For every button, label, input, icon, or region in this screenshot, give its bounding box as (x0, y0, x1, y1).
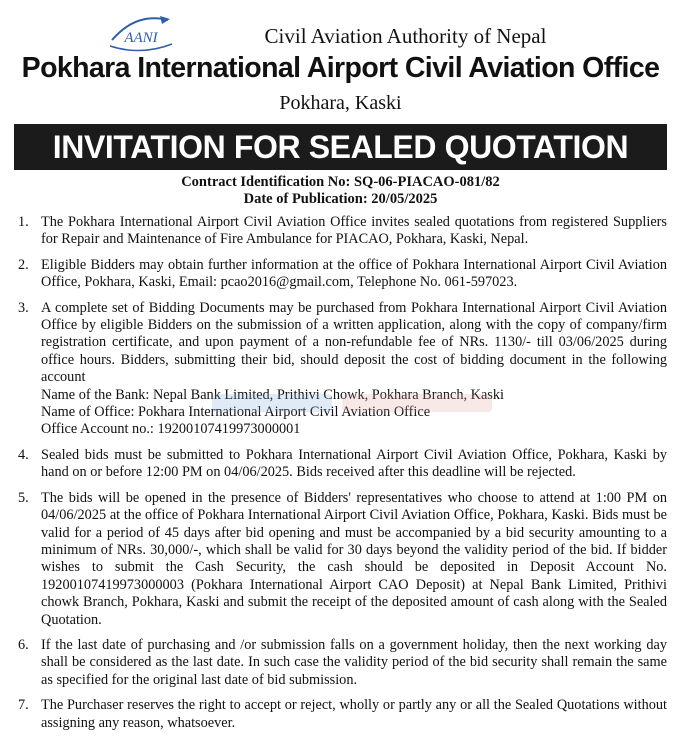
clause-text: If the last date of purchasing and /or submission falls on a government holiday, then the next working day shall be considered as the last date. In such case the validity period of the bid security shall remain the same as specified for the original last date of bid submission. (41, 636, 667, 688)
bank-name: Name of the Bank: Nepal Bank Limited, Prithivi Chowk, Pokhara Branch, Kaski (41, 386, 504, 403)
account-office-name: Name of Office: Pokhara International Airport Civil Aviation Office (41, 404, 431, 421)
contract-id: Contract Identification No: SQ-06-PIACAO-081/82 (181, 174, 500, 190)
clause-number: 7. (18, 697, 29, 714)
clause-text: Eligible Bidders may obtain further information at the office of Pokhara International Airport Civil Aviation Office, Pokhara, Kaski, Email: pcao2016@gmail.com, Telephone No. 061-597023. (41, 256, 667, 291)
clause-2 (14, 257, 667, 292)
office-account-number: Office Account no.: 19200107419973000001 (41, 421, 301, 438)
clause-text: The bids will be opened in the presence of Bidders' representatives who choose to attend at 1:00 PM on 04/06/2025 at the office of Pokhara International Airport Civil Aviation Office, Pokhara, Kaski. Bids must be valid for a period of 45 days after bid opening and must be accompanied by a bid security amounting to a minimum of NRs. 30,000/-, which shall be valid for 30 days beyond the validity period of the bid. If bidder wishes to submit the Cash Security, the cash should be deposited in Deposit Account No. 19200107419973000003 (Pokhara International Airport CAO Deposit) at Nepal Bank Limited, Prithivi chowk Branch, Pokhara, Kaski and submit the receipt of the deposited amount of cash along with the Sealed Quotation. (41, 489, 667, 628)
clause-1 (14, 214, 667, 249)
clause-number: 4. (18, 446, 29, 463)
notice-title-banner: INVITATION FOR SEALED QUOTATION (14, 124, 667, 170)
publication-date: Date of Publication: 20/05/2025 (243, 191, 438, 207)
clause-7 (14, 697, 667, 732)
header (14, 6, 667, 118)
notice-meta (14, 174, 667, 208)
clause-6 (14, 637, 667, 689)
clause-text: A complete set of Bidding Documents may be purchased from Pokhara International Airport Civil Aviation Office by eligible Bidders on the submission of a written application, along with the copy of company/firm registration certificate, and upon payment of a non-refundable fee of NRs. 1130/- till 03/06/2025 during office hours. Bidders, submitting their bid, should deposit the cost of bidding document in the following account (41, 299, 667, 386)
clause-number: 5. (18, 489, 29, 506)
clause-number: 1. (18, 214, 29, 230)
clause-number: 6. (18, 636, 29, 653)
clauses-list (14, 214, 667, 732)
clause-text: The Purchaser reserves the right to accept or reject, wholly or partly any or all the Sealed Quotations without assigning any reason, whatsoever. (41, 697, 667, 731)
clause-number: 2. (18, 256, 29, 273)
office-location: Pokhara, Kaski (279, 92, 402, 114)
organization-name: Civil Aviation Authority of Nepal (264, 24, 547, 48)
office-name: Pokhara International Airport Civil Aviation Office (21, 52, 660, 84)
clause-text: The Pokhara International Airport Civil Aviation Office invites sealed quotations from registered Suppliers for Repair and Maintenance of Fire Ambulance for PIACAO, Pokhara, Kaski, Nepal. (41, 214, 667, 248)
clause-4 (14, 447, 667, 482)
clause-text: Sealed bids must be submitted to Pokhara International Airport Civil Aviation Office, Pokhara, Kaski by hand on or before 12:00 PM on 04/06/2025. Bids received after this deadline will be rejected. (41, 446, 667, 481)
clause-3 (14, 300, 667, 439)
logo-text: AANI (124, 30, 158, 46)
clause-5 (14, 490, 667, 629)
clause-number: 3. (18, 299, 29, 316)
